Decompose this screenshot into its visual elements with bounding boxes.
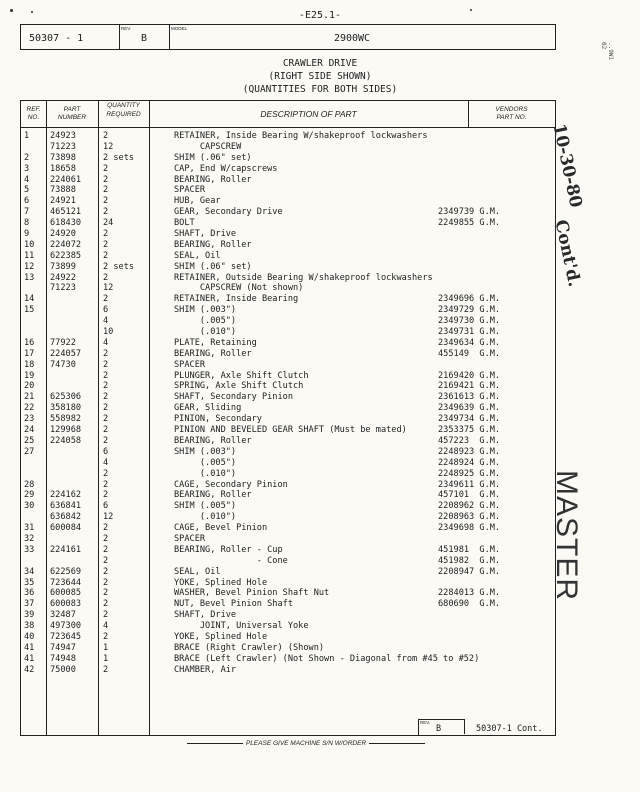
part-number-cell: 622569 [50,566,82,577]
quantity-cell: 2 [103,435,109,446]
part-number-cell: 73898 [50,152,76,163]
page-number: -E25.1- [298,10,342,21]
part-number-cell: 224058 [50,435,82,446]
quantity-cell: 2 [103,131,109,141]
table-row [20,218,560,229]
description-cell: PINION AND BEVELED GEAR SHAFT (Must be mated) [174,425,407,436]
description-cell: NUT, Bevel Pinion Shaft [174,599,293,610]
table-row [20,469,560,480]
quantity-cell: 2 [103,577,109,588]
part-number-cell: 625306 [50,392,82,403]
part-number-cell: 358180 [50,403,82,414]
quantity-cell: 2 [103,392,109,403]
quantity-cell: 2 [103,229,109,240]
ref-cell: 16 [24,337,35,348]
table-row [20,523,560,534]
description-cell: RETAINER, Inside Bearing W/shakeproof lockwashers [174,131,428,141]
vendor-part-cell: 2284013 G.M. [438,588,501,599]
ref-cell: 25 [24,435,35,446]
vendor-part-cell: 2361613 G.M. [438,392,501,403]
header-box [20,24,556,50]
description-cell: (.005") [174,457,237,468]
ref-cell: 12 [24,261,35,272]
description-cell: BOLT [174,218,195,229]
quantity-cell: 2 [103,631,109,642]
table-row [20,283,560,294]
description-cell: CAGE, Bevel Pinion [174,523,268,534]
vendor-part-cell: 2248923 G.M. [438,446,501,457]
part-number-cell: 74947 [50,642,76,653]
header-ref-line2: NO. [27,114,40,121]
ref-cell: 18 [24,359,35,370]
doc-number-cell [21,25,120,49]
ref-cell: 35 [24,577,35,588]
vendor-part-cell: 2349739 G.M. [438,207,501,218]
ref-cell: 20 [24,381,35,392]
description-cell: SHAFT, Secondary Pinion [174,392,293,403]
description-cell: SHIM (.06" set) [174,261,252,272]
vendor-part-cell: 2349730 G.M. [438,316,501,327]
description-cell: BEARING, Roller [174,348,252,359]
quantity-cell: 4 [103,337,109,348]
quantity-cell: 2 [103,610,109,621]
description-cell: SHIM (.005") [174,501,237,512]
vendor-part-cell: 451982 G.M. [438,555,501,566]
table-row [20,490,560,501]
quantity-cell: 2 [103,566,109,577]
part-number-cell: 24921 [50,196,76,207]
table-row [20,175,560,186]
description-cell: BEARING, Roller [174,239,252,250]
part-number-cell: 77922 [50,337,76,348]
part-number-cell: 723645 [50,631,82,642]
ref-cell: 21 [24,392,35,403]
ref-cell: 13 [24,272,35,283]
description-cell: SHAFT, Drive [174,229,237,240]
header-part [46,106,98,122]
table-row [20,556,560,567]
part-number-cell: 497300 [50,621,82,632]
quantity-cell: 2 [103,239,109,250]
ref-cell: 14 [24,294,35,305]
table-row [20,480,560,491]
ref-cell: 24 [24,425,35,436]
table-row [20,196,560,207]
vendor-part-cell: 2349731 G.M. [438,327,501,338]
part-number-cell: 224057 [50,348,82,359]
part-number-cell: 73899 [50,261,76,272]
ref-cell: 34 [24,566,35,577]
table-row [20,240,560,251]
table-row [20,588,560,599]
vendor-part-cell: 2349639 G.M. [438,403,501,414]
description-cell: PLATE, Retaining [174,337,257,348]
description-cell: YOKE, Splined Hole [174,577,268,588]
table-row [20,207,560,218]
vendor-part-cell: 680690 G.M. [438,599,501,610]
description-cell: SPACER [174,533,206,544]
header-qty-line1: QUANTITY [107,102,140,109]
description-cell: BEARING, Roller [174,435,252,446]
description-cell: GEAR, Sliding [174,403,242,414]
description-cell: BRACE (Right Crawler) (Shown) [174,642,325,653]
description-cell: PINION, Secondary [174,414,262,425]
quantity-cell: 2 [103,207,109,218]
quantity-cell: 2 [103,588,109,599]
table-row [20,610,560,621]
table-row [20,273,560,284]
ref-cell: 32 [24,533,35,544]
description-cell: CHAMBER, Air [174,664,237,675]
part-number-cell: 600084 [50,523,82,534]
table-row [20,251,560,262]
ref-cell: 31 [24,523,35,534]
quantity-cell: 6 [103,501,109,512]
table-row [20,316,560,327]
handwritten-contd: Cont'd. [550,218,585,289]
ref-cell: 37 [24,599,35,610]
vendor-part-cell: 2349734 G.M. [438,414,501,425]
table-row [20,447,560,458]
quantity-cell: 2 [103,196,109,207]
table-row [20,501,560,512]
table-row [20,338,560,349]
header-vendor-line1: VENDORS [495,106,528,113]
model-label: MODEL [171,26,188,31]
table-row [20,512,560,523]
vendor-part-cell: 2349696 G.M. [438,294,501,305]
model-cell [169,25,555,49]
quantity-cell: 12 [103,512,114,523]
part-number-cell: 24922 [50,272,76,283]
description-cell: SPACER [174,359,206,370]
table-row [20,414,560,425]
part-number-cell: 618430 [50,218,82,229]
part-number-cell: 224162 [50,490,82,501]
quantity-cell: 2 [103,185,109,196]
header-ref [21,106,46,122]
part-number-cell: 75000 [50,664,76,675]
description-cell: RETAINER, Outside Bearing W/shakeproof lockwashers [174,272,433,283]
speck-mark [10,9,13,12]
table-row [20,632,560,643]
table-row [20,643,560,654]
description-cell: SPACER [174,185,206,196]
ref-cell: 38 [24,621,35,632]
table-row [20,371,560,382]
quantity-cell: 4 [103,316,109,327]
footer-divider [464,719,465,734]
ref-cell: 30 [24,501,35,512]
ref-cell: 6 [24,196,30,207]
table-row [20,294,560,305]
description-cell: CAPSCREW (Not shown) [174,283,304,294]
vendor-part-cell: 2208962 G.M. [438,501,501,512]
description-cell: (.005") [174,316,237,327]
table-row [20,229,560,240]
title-line-1: CRAWLER DRIVE [282,58,358,69]
vendor-part-cell: 455149 G.M. [438,348,501,359]
vendor-part-cell: 2349634 G.M. [438,337,501,348]
quantity-cell: 6 [103,446,109,457]
vendor-part-cell: 457101 G.M. [438,490,501,501]
quantity-cell: 2 [103,370,109,381]
ref-cell: 2 [24,152,30,163]
part-number-cell: 224072 [50,239,82,250]
table-row [20,425,560,436]
quantity-cell: 1 [103,653,109,664]
table-row [20,599,560,610]
header-part-line1: PART [63,106,81,113]
description-cell: (.010") [174,512,237,523]
description-cell: SEAL, Oil [174,566,221,577]
ref-cell: 10 [24,239,35,250]
handwritten-date: 10-30-80 [548,122,586,210]
header-part-line2: NUMBER [57,114,87,121]
table-row [20,349,560,360]
quantity-cell: 2 [103,533,109,544]
ref-cell: 15 [24,305,35,316]
description-cell: (.010") [174,327,237,338]
quantity-cell: 2 [103,664,109,675]
quantity-cell: 10 [103,327,114,338]
table-row [20,381,560,392]
title-line-2: (RIGHT SIDE SHOWN) [268,71,372,82]
part-number-cell: 24920 [50,229,76,240]
vendor-part-cell: 451981 G.M. [438,544,501,555]
description-cell: CAPSCREW [174,141,242,152]
description-cell: PLUNGER, Axle Shift Clutch [174,370,309,381]
quantity-cell: 2 [103,523,109,534]
table-row [20,131,560,142]
quantity-cell: 2 [103,555,109,566]
quantity-cell: 2 [103,348,109,359]
table-row [20,578,560,589]
header-separator [21,127,555,128]
speck-mark [31,11,33,13]
vendor-part-cell: 457223 G.M. [438,435,501,446]
rev-value: B [140,33,148,44]
table-row [20,534,560,545]
parts-rows [20,131,560,676]
description-cell: SHIM (.003") [174,446,237,457]
vendor-part-cell: 2169421 G.M. [438,381,501,392]
quantity-cell: 2 [103,490,109,501]
quantity-cell: 6 [103,305,109,316]
quantity-cell: 4 [103,457,109,468]
part-number-cell: 71223 [50,283,76,294]
quantity-cell: 2 [103,599,109,610]
quantity-cell: 2 [103,403,109,414]
part-number-cell: 558982 [50,414,82,425]
description-cell: BEARING, Roller - Cup [174,544,283,555]
footer-notice-text: PLEASE GIVE MACHINE S/N W/ORDER [245,740,367,747]
quantity-cell: 2 [103,294,109,305]
part-number-cell: 465121 [50,207,82,218]
quantity-cell: 2 [103,381,109,392]
quantity-cell: 2 [103,479,109,490]
header-qty-line2: REQUIRED [106,110,141,118]
ref-cell: 36 [24,588,35,599]
vendor-part-cell: 2208947 G.M. [438,566,501,577]
part-number-cell: 636841 [50,501,82,512]
part-number-cell: 600083 [50,599,82,610]
vendor-part-cell: 2248925 G.M. [438,468,501,479]
ref-cell: 17 [24,348,35,359]
part-number-cell: 723644 [50,577,82,588]
margin-note: ..9W1 02 [600,41,615,61]
ref-cell: 4 [24,174,30,185]
ref-cell: 1 [24,131,30,141]
ref-cell: 27 [24,446,35,457]
quantity-cell: 2 [103,544,109,555]
quantity-cell: 2 [103,359,109,370]
description-cell: CAP, End W/capscrews [174,163,278,174]
title-line-3: (QUANTITIES FOR BOTH SIDES) [242,84,398,95]
quantity-cell: 2 [103,250,109,261]
vendor-part-cell: 2169420 G.M. [438,370,501,381]
header-qty [98,102,149,119]
table-row [20,654,560,665]
table-row [20,153,560,164]
part-number-cell: 600085 [50,588,82,599]
header-vendor [468,106,555,122]
master-stamp: MASTER [550,470,583,602]
ref-cell: 28 [24,479,35,490]
table-row [20,185,560,196]
header-vendor-line2: PART NO. [496,114,527,121]
table-row [20,436,560,447]
ref-cell: 41 [24,653,35,664]
description-cell: SHAFT, Drive [174,610,237,621]
ref-cell: 22 [24,403,35,414]
vendor-part-cell: 2349611 G.M. [438,479,501,490]
part-number-cell: 74948 [50,653,76,664]
table-row [20,262,560,273]
ref-cell: 41 [24,642,35,653]
table-row [20,545,560,556]
table-row [20,665,560,676]
part-number-cell: 73888 [50,185,76,196]
vendor-part-cell: 2249855 G.M. [438,218,501,229]
description-cell: SHIM (.06" set) [174,152,252,163]
description-cell: BEARING, Roller [174,490,252,501]
description-cell: JOINT, Universal Yoke [174,621,309,632]
part-number-cell: 129968 [50,425,82,436]
description-cell: BEARING, Roller [174,174,252,185]
ref-cell: 11 [24,250,35,261]
quantity-cell: 12 [103,141,114,152]
description-cell: SPRING, Axle Shift Clutch [174,381,304,392]
rev-label: REV. [121,26,132,31]
table-row [20,305,560,316]
ref-cell: 7 [24,207,30,218]
quantity-cell: 2 [103,272,109,283]
footer-doc-ref: 50307-1 Cont. [476,724,543,734]
table-row [20,142,560,153]
ref-cell: 29 [24,490,35,501]
vendor-part-cell: 2349729 G.M. [438,305,501,316]
table-row [20,621,560,632]
description-cell: - Cone [174,555,288,566]
quantity-cell: 2 [103,468,109,479]
part-number-cell: 24923 [50,131,76,141]
vendor-part-cell: 2248924 G.M. [438,457,501,468]
header-description: DESCRIPTION OF PART [260,109,357,119]
table-row [20,403,560,414]
table-row [20,164,560,175]
description-cell: BRACE (Left Crawler) (Not Shown - Diagonal from #45 to #52) [174,653,480,664]
model-value: 2900WC [333,33,371,44]
vendor-part-cell: 2208963 G.M. [438,512,501,523]
part-number-cell: 622385 [50,250,82,261]
description-cell: HUB, Gear [174,196,221,207]
quantity-cell: 2 [103,174,109,185]
ref-cell: 23 [24,414,35,425]
quantity-cell: 24 [103,218,114,229]
vendor-part-cell: 2353375 G.M. [438,425,501,436]
footer-rev-value: B [436,724,442,734]
table-row [20,458,560,469]
description-cell: RETAINER, Inside Bearing [174,294,299,305]
part-number-cell: 74730 [50,359,76,370]
part-number-cell: 224161 [50,544,82,555]
ref-cell: 8 [24,218,30,229]
quantity-cell: 2 [103,425,109,436]
part-number-cell: 32487 [50,610,76,621]
part-number-cell: 71223 [50,141,76,152]
vendor-part-cell: 2349698 G.M. [438,523,501,534]
quantity-cell: 2 [103,414,109,425]
ref-cell: 40 [24,631,35,642]
ref-cell: 19 [24,370,35,381]
quantity-cell: 1 [103,642,109,653]
description-cell: SEAL, Oil [174,250,221,261]
table-row [20,327,560,338]
description-cell: GEAR, Secondary Drive [174,207,283,218]
header-ref-line1: REF. [26,106,41,113]
quantity-cell: 2 sets [103,261,135,272]
part-number-cell: 18658 [50,163,76,174]
table-row [20,392,560,403]
speck-mark [470,9,472,11]
quantity-cell: 2 [103,163,109,174]
quantity-cell: 4 [103,621,109,632]
description-cell: CAGE, Secondary Pinion [174,479,288,490]
ref-cell: 3 [24,163,30,174]
ref-cell: 42 [24,664,35,675]
quantity-cell: 2 sets [103,152,135,163]
footer-rev-label: REV. [420,720,431,725]
ref-cell: 33 [24,544,35,555]
description-cell: YOKE, Splined Hole [174,631,268,642]
description-cell: SHIM (.003") [174,305,237,316]
doc-number: 50307 - 1 [29,33,84,44]
table-row [20,567,560,578]
ref-cell: 5 [24,185,30,196]
part-number-cell: 636842 [50,512,82,523]
description-cell: WASHER, Bevel Pinion Shaft Nut [174,588,330,599]
ref-cell: 9 [24,229,30,240]
quantity-cell: 12 [103,283,114,294]
ref-cell: 39 [24,610,35,621]
footer-notice [0,740,612,747]
part-number-cell: 224061 [50,174,82,185]
description-cell: (.010") [174,468,237,479]
table-row [20,360,560,371]
